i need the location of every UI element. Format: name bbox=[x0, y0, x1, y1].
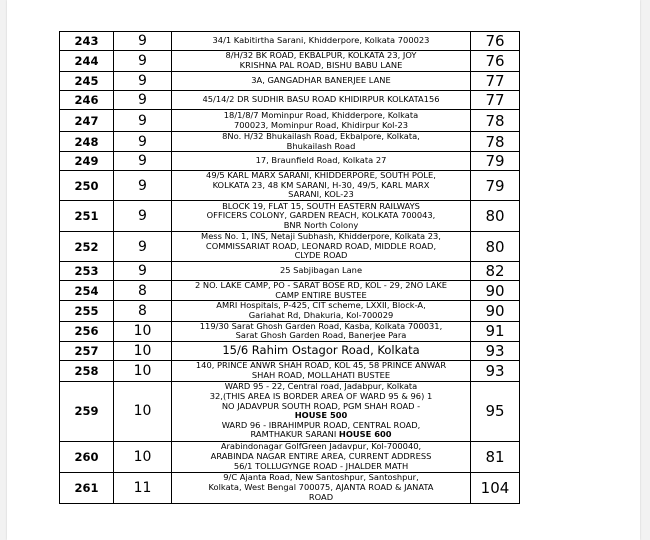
serial-number-cell: 248 bbox=[60, 132, 114, 152]
address-cell bbox=[172, 171, 471, 201]
address-line: 700023, Mominpur Road, Khidirpur Kol-23 bbox=[233, 119, 408, 130]
part-number-cell: 82 bbox=[471, 262, 520, 281]
ward-number-cell: 9 bbox=[114, 262, 172, 281]
address-line: 8/H/32 BK ROAD, EKBALPUR, KOLKATA 23, JOY bbox=[225, 50, 417, 61]
part-number-cell: 90 bbox=[471, 281, 520, 301]
address-line: Arabindonagar GolfGreen Jadavpur, Kol-700040, bbox=[220, 441, 422, 452]
address-line: 56/1 TOLLUGYNGE ROAD - JHALDER MATH bbox=[233, 460, 409, 471]
address-cell bbox=[172, 360, 471, 381]
address-line: 15/6 Rahim Ostagor Road, Kolkata bbox=[222, 343, 420, 358]
serial-number-cell: 249 bbox=[60, 152, 114, 171]
serial-number-cell: 250 bbox=[60, 171, 114, 201]
ward-number-cell: 9 bbox=[114, 152, 172, 171]
serial-number-cell: 252 bbox=[60, 232, 114, 262]
ward-number-cell: 10 bbox=[114, 381, 172, 441]
table-row bbox=[60, 72, 520, 91]
part-number-cell: 76 bbox=[471, 32, 520, 51]
serial-number-cell: 255 bbox=[60, 301, 114, 321]
table-row bbox=[60, 32, 520, 51]
part-number-cell: 93 bbox=[471, 360, 520, 381]
ward-number-cell: 9 bbox=[114, 32, 172, 51]
table-row bbox=[60, 472, 520, 503]
address-line: SHAH ROAD, MOLLAHATI BUSTEE bbox=[251, 369, 391, 380]
address-line: 45/14/2 DR SUDHIR BASU ROAD KHIDIRPUR KOLKATA156 bbox=[202, 94, 440, 105]
part-number-cell: 79 bbox=[471, 171, 520, 201]
table-row bbox=[60, 262, 520, 281]
address-cell bbox=[172, 51, 471, 72]
table-row bbox=[60, 110, 520, 132]
address-line: OFFICERS COLONY, GARDEN REACH, KOLKATA 700043, bbox=[206, 210, 436, 221]
part-number-cell: 78 bbox=[471, 132, 520, 152]
part-number-cell: 77 bbox=[471, 91, 520, 110]
address-line: ROAD bbox=[308, 491, 334, 502]
address-line: 8No. H/32 Bhukailash Road, Ekbalpore, Kolkata, bbox=[222, 131, 420, 141]
address-line: 2 NO. LAKE CAMP, PO - SARAT BOSE RD, KOL - 29, 2NO LAKE bbox=[194, 280, 448, 291]
serial-number-cell: 243 bbox=[60, 32, 114, 51]
address-line: CAMP ENTIRE BUSTEE bbox=[275, 289, 367, 300]
serial-number-cell: 244 bbox=[60, 51, 114, 72]
address-cell bbox=[172, 381, 471, 441]
address-cell bbox=[172, 132, 471, 152]
address-line: BNR North Colony bbox=[283, 219, 359, 230]
table-body bbox=[60, 32, 520, 504]
table-row bbox=[60, 91, 520, 110]
address-line: AMRI Hospitals, P-425, CIT scheme, LXXII, Block-A, bbox=[216, 300, 426, 311]
address-line: KRISHNA PAL ROAD, BISHU BABU LANE bbox=[239, 60, 403, 70]
address-line: KOLKATA 23, 48 KM SARANI, H-30, 49/5, KARL MARX bbox=[212, 179, 430, 190]
address-line-bold: HOUSE 600 bbox=[338, 429, 392, 440]
address-line: 25 Sabjibagan Lane bbox=[279, 265, 363, 276]
address-line: 49/5 KARL MARX SARANI, KHIDDERPORE, SOUTH POLE, bbox=[206, 170, 436, 181]
ward-number-cell: 9 bbox=[114, 72, 172, 91]
ward-number-cell: 10 bbox=[114, 360, 172, 381]
address-line: BLOCK 19, FLAT 15, SOUTH EASTERN RAILWAYS bbox=[222, 200, 420, 211]
table-row bbox=[60, 51, 520, 72]
ward-number-cell: 11 bbox=[114, 472, 172, 503]
address-line: 18/1/8/7 Mominpur Road, Khidderpore, Kolkata bbox=[223, 109, 419, 120]
address-line: WARD 96 - IBRAHIMPUR ROAD, CENTRAL ROAD, bbox=[221, 419, 421, 430]
table-row bbox=[60, 341, 520, 360]
address-line: 34/1 Kabitirtha Sarani, Khidderpore, Kolkata 700023 bbox=[212, 35, 430, 46]
address-line: Bhukailash Road bbox=[286, 140, 356, 151]
address-line: 119/30 Sarat Ghosh Garden Road, Kasba, Kolkata 700031, bbox=[199, 321, 443, 331]
address-line: NO JADAVPUR SOUTH ROAD, PGM SHAH ROAD - bbox=[221, 400, 421, 411]
serial-number-cell: 246 bbox=[60, 91, 114, 110]
address-line: 140, PRINCE ANWR SHAH ROAD, KOL 45, 58 PRINCE ANWAR bbox=[195, 360, 447, 371]
part-number-cell: 93 bbox=[471, 341, 520, 360]
table-row bbox=[60, 171, 520, 201]
address-cell bbox=[172, 91, 471, 110]
serial-number-cell: 245 bbox=[60, 72, 114, 91]
serial-number-cell: 247 bbox=[60, 110, 114, 132]
address-line: COMMISSARIAT ROAD, LEONARD ROAD, MIDDLE ROAD, bbox=[205, 240, 437, 251]
address-line bbox=[174, 430, 468, 440]
address-line-bold: HOUSE 500 bbox=[294, 410, 348, 421]
address-cell bbox=[172, 301, 471, 321]
polling-address-table bbox=[59, 31, 520, 504]
table-row bbox=[60, 201, 520, 232]
address-cell bbox=[172, 441, 471, 472]
serial-number-cell: 256 bbox=[60, 321, 114, 341]
part-number-cell: 79 bbox=[471, 152, 520, 171]
part-number-cell: 90 bbox=[471, 301, 520, 321]
serial-number-cell: 253 bbox=[60, 262, 114, 281]
table-row bbox=[60, 321, 520, 341]
table-row bbox=[60, 441, 520, 472]
address-cell bbox=[172, 341, 471, 360]
serial-number-cell: 251 bbox=[60, 201, 114, 232]
ward-number-cell: 8 bbox=[114, 301, 172, 321]
serial-number-cell: 261 bbox=[60, 472, 114, 503]
address-cell bbox=[172, 321, 471, 341]
table-row bbox=[60, 152, 520, 171]
ward-number-cell: 8 bbox=[114, 281, 172, 301]
part-number-cell: 76 bbox=[471, 51, 520, 72]
address-line: WARD 95 - 22, Central road, Jadabpur, Kolkata bbox=[224, 381, 418, 392]
ward-number-cell: 9 bbox=[114, 91, 172, 110]
address-line: 17, Braunfield Road, Kolkata 27 bbox=[255, 155, 387, 166]
part-number-cell: 78 bbox=[471, 110, 520, 132]
ward-number-cell: 9 bbox=[114, 51, 172, 72]
address-cell bbox=[172, 472, 471, 503]
ward-number-cell: 9 bbox=[114, 232, 172, 262]
ward-number-cell: 10 bbox=[114, 441, 172, 472]
table-row bbox=[60, 232, 520, 262]
ward-number-cell: 10 bbox=[114, 341, 172, 360]
ward-number-cell: 9 bbox=[114, 110, 172, 132]
document-page bbox=[7, 0, 640, 540]
part-number-cell: 104 bbox=[471, 472, 520, 503]
address-cell bbox=[172, 72, 471, 91]
serial-number-cell: 260 bbox=[60, 441, 114, 472]
part-number-cell: 77 bbox=[471, 72, 520, 91]
address-cell bbox=[172, 201, 471, 232]
address-line: 32,(THIS AREA IS BORDER AREA OF WARD 95 & 96) 1 bbox=[209, 391, 433, 402]
address-line: CLYDE ROAD bbox=[294, 250, 348, 261]
address-cell bbox=[172, 110, 471, 132]
address-cell bbox=[172, 232, 471, 262]
address-cell bbox=[172, 32, 471, 51]
ward-number-cell: 10 bbox=[114, 321, 172, 341]
part-number-cell: 81 bbox=[471, 441, 520, 472]
serial-number-cell: 254 bbox=[60, 281, 114, 301]
address-line: ARABINDA NAGAR ENTIRE AREA, CURRENT ADDRESS bbox=[210, 450, 432, 461]
address-line: Kolkata, West Bengal 700075, AJANTA ROAD & JANATA bbox=[208, 481, 434, 492]
address-line: Sarat Ghosh Garden Road, Banerjee Para bbox=[235, 330, 407, 341]
ward-number-cell: 9 bbox=[114, 171, 172, 201]
table-row bbox=[60, 132, 520, 152]
address-line: 3A, GANGADHAR BANERJEE LANE bbox=[251, 75, 391, 86]
serial-number-cell: 258 bbox=[60, 360, 114, 381]
table-row bbox=[60, 381, 520, 441]
serial-number-cell: 259 bbox=[60, 381, 114, 441]
part-number-cell: 80 bbox=[471, 201, 520, 232]
part-number-cell: 95 bbox=[471, 381, 520, 441]
table-row bbox=[60, 301, 520, 321]
table-row bbox=[60, 360, 520, 381]
serial-number-cell: 257 bbox=[60, 341, 114, 360]
address-line: Gariahat Rd, Dhakuria, Kol-700029 bbox=[248, 309, 394, 320]
address-line: SARANI, KOL-23 bbox=[288, 189, 354, 200]
part-number-cell: 91 bbox=[471, 321, 520, 341]
part-number-cell: 80 bbox=[471, 232, 520, 262]
table-row bbox=[60, 281, 520, 301]
address-cell bbox=[172, 281, 471, 301]
ward-number-cell: 9 bbox=[114, 132, 172, 152]
address-cell bbox=[172, 262, 471, 281]
address-cell bbox=[172, 152, 471, 171]
ward-number-cell: 9 bbox=[114, 201, 172, 232]
address-line-part: RAMTHAKUR SARANI bbox=[250, 429, 339, 440]
address-line: Mess No. 1, INS, Netaji Subhash, Khidderpore, Kolkata 23, bbox=[201, 231, 441, 242]
address-line: 9/C Ajanta Road, New Santoshpur, Santoshpur, bbox=[223, 472, 419, 483]
